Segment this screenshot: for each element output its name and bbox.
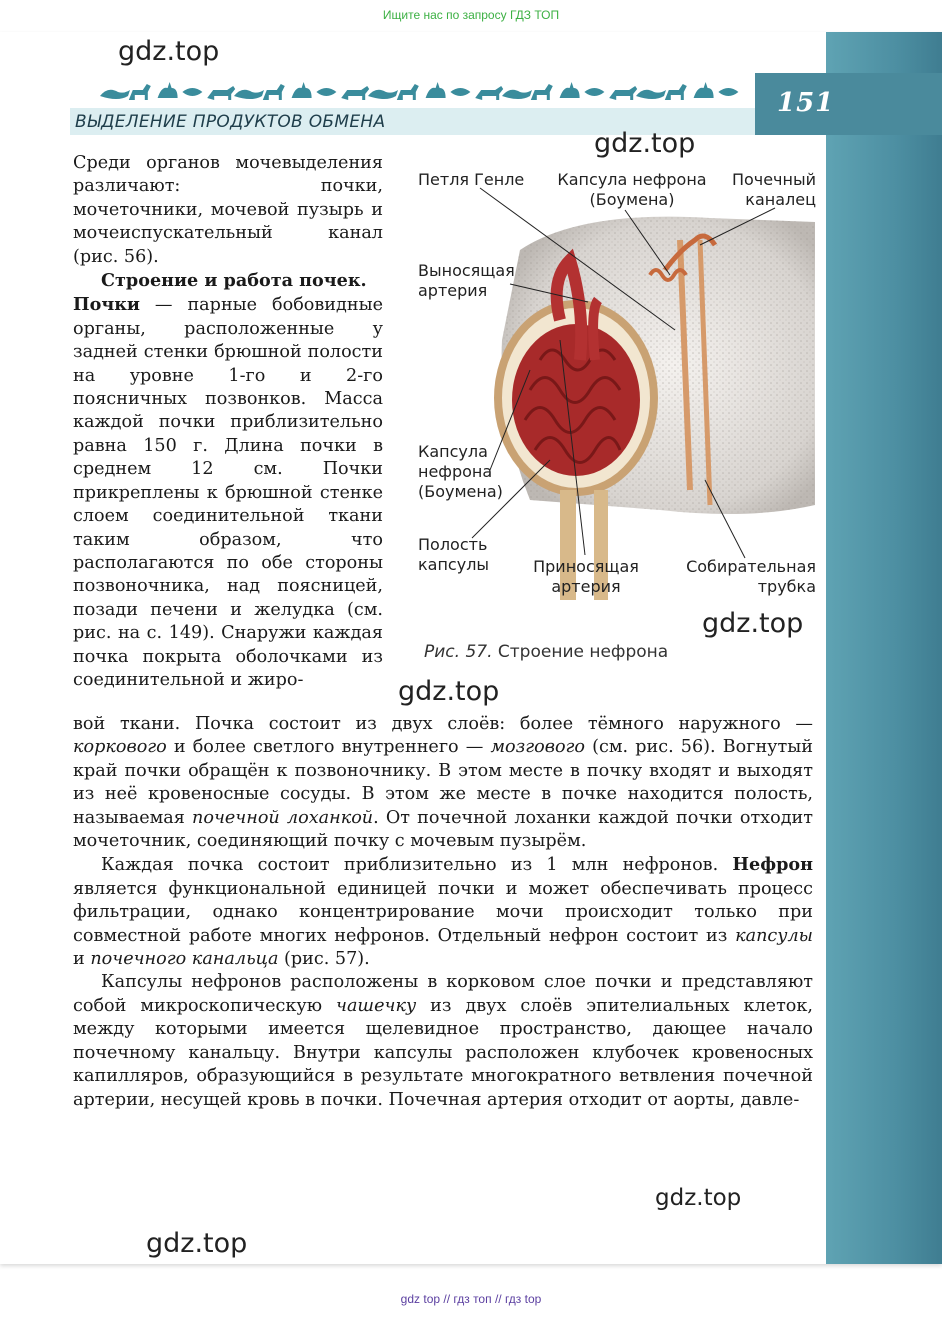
label-line: нефрона bbox=[418, 462, 493, 481]
label-afferent-artery bbox=[526, 557, 646, 597]
section-header: ВЫДЕЛЕНИЕ ПРОДУКТОВ ОБМЕНА bbox=[75, 112, 386, 132]
term: коркового bbox=[73, 737, 167, 758]
term: мозгового bbox=[490, 737, 586, 758]
link-gdz-top-mixed[interactable]: гдз top bbox=[504, 1292, 542, 1306]
animal-silhouette-icon bbox=[609, 86, 637, 100]
animal-silhouette-icon bbox=[502, 90, 532, 99]
term: капсулы bbox=[735, 925, 813, 946]
text: из двух слоёв эпителиальных клеток, между которыми имеется щелевидное пространство, дающее начало почечному канальцу. Внутри капсулы расположен клубочек кровеносных капилляров, образующийся в результате многократного ветвления почечной артерии, несущей кровь в почки. Почечная артерия отходит от аорты, давле- bbox=[73, 995, 813, 1110]
animal-silhouette-icon bbox=[584, 86, 604, 98]
animal-silhouette-icon bbox=[475, 86, 503, 100]
animal-silhouette-icon bbox=[450, 86, 470, 98]
separator: // bbox=[440, 1292, 454, 1306]
label-line: (Боумена) bbox=[418, 482, 503, 501]
text: является функциональной единицей почки и может обеспечивать процесс фильтрации, однако концентрирование мочи происходит только при совместной работе многих нефронов. Отдельный нефрон состоит из bbox=[73, 878, 813, 946]
term: чашечку bbox=[336, 995, 417, 1016]
text: и bbox=[73, 949, 91, 970]
animal-silhouettes-decoration bbox=[100, 80, 745, 104]
subheading: Строение и работа почек. bbox=[101, 270, 367, 292]
animal-silhouette-icon bbox=[665, 84, 687, 100]
animal-silhouette-icon bbox=[341, 86, 369, 100]
page-number: 151 bbox=[777, 88, 835, 118]
animal-silhouette-icon bbox=[636, 90, 666, 99]
animal-silhouette-icon bbox=[263, 84, 285, 100]
animal-silhouette-icon bbox=[129, 84, 151, 100]
top-search-banner[interactable]: Ищите нас по запросу ГДЗ ТОП bbox=[382, 8, 560, 22]
text: Каждая почка состоит приблизительно из 1 млн нефронов. bbox=[101, 855, 733, 876]
main-text bbox=[73, 713, 813, 1112]
label-line: артерия bbox=[551, 577, 621, 596]
label-line: Капсула нефрона bbox=[557, 170, 707, 189]
paragraph bbox=[73, 853, 813, 971]
animal-silhouette-icon bbox=[158, 82, 178, 98]
animal-silhouette-icon bbox=[100, 90, 130, 99]
label-henle-loop: Петля Генле bbox=[418, 170, 525, 189]
label-line: капсулы bbox=[418, 555, 490, 574]
paragraph-text: — парные бобовидные органы, расположенные у задней стенки брюшной полости на уровне 1-го и 2-го поясничных позвонков. Масса каждой почки приблизительно равна 150 г. Длина почки в среднем 12 см. Почки прикреплены к брюшной стенке слоем соединительной ткани таким образом, что располагаются по обе стороны позвоночника, над поясницей, позади печени и желудка (см. рис. на с. 149). Снаружи каждая почка покрыта оболочками из соединительной и жиро- bbox=[73, 295, 383, 690]
label-capsule-left bbox=[418, 442, 503, 502]
arteriole-branch bbox=[593, 300, 598, 360]
watermark: gdz.top bbox=[146, 1228, 248, 1259]
label-collecting-duct bbox=[672, 557, 816, 597]
left-column-text bbox=[73, 152, 383, 692]
watermark: gdz.top bbox=[594, 128, 696, 159]
bottom-links bbox=[0, 1292, 942, 1306]
text: и более светлого внутреннего — bbox=[166, 737, 491, 758]
animal-silhouette-icon bbox=[234, 90, 264, 99]
text: (рис. 57). bbox=[278, 949, 370, 970]
animal-silhouette-icon bbox=[182, 86, 202, 98]
paragraph: Среди органов мочевыделения различают: почки, мочеточники, мочевой пузырь и мочеиспускательный канал (рис. 56). bbox=[73, 153, 383, 267]
label-line: Капсула bbox=[418, 442, 488, 461]
animal-silhouette-icon bbox=[531, 84, 553, 100]
term: почечной лоханкой bbox=[192, 807, 374, 828]
label-efferent-artery bbox=[418, 261, 515, 301]
text: (см. рис. 56). Вогнутый край почки обращён к позвоночнику. В этом месте в почку входят и выходят из неё кровеносные сосуды. В этом же месте в почке находится полость, называемая bbox=[73, 737, 813, 828]
separator: // bbox=[491, 1292, 505, 1306]
label-line: Выносящая bbox=[418, 261, 515, 280]
animal-silhouette-icon bbox=[397, 84, 419, 100]
text: Капсулы нефронов расположены в корковом слое почки и представляют собой микроскопическую bbox=[73, 972, 813, 1016]
term: Почки bbox=[73, 294, 140, 316]
label-line: Почечный bbox=[731, 170, 816, 189]
paragraph bbox=[73, 971, 813, 1111]
label-capsule-cavity bbox=[418, 535, 489, 575]
label-line: Приносящая bbox=[533, 557, 639, 576]
animal-silhouette-icon bbox=[426, 82, 446, 98]
label-line: (Боумена) bbox=[589, 190, 675, 209]
animal-silhouette-icon bbox=[207, 86, 235, 100]
link-gdz-top-ru[interactable]: гдз топ bbox=[453, 1292, 492, 1306]
label-line: Полость bbox=[418, 535, 488, 554]
caption-number: Рис. 57. bbox=[424, 642, 493, 662]
term: Нефрон bbox=[732, 854, 813, 876]
nephron-figure bbox=[410, 160, 822, 610]
animal-silhouette-icon bbox=[292, 82, 312, 98]
watermark: gdz.top bbox=[655, 1185, 742, 1211]
label-line: трубка bbox=[757, 577, 816, 596]
term: почечного канальца bbox=[90, 949, 279, 970]
paragraph bbox=[73, 713, 813, 853]
watermark: gdz.top bbox=[118, 36, 220, 67]
animal-silhouette-icon bbox=[316, 86, 336, 98]
figure-caption bbox=[424, 642, 668, 662]
link-gdz-top[interactable]: gdz top bbox=[400, 1292, 441, 1306]
animal-silhouette-icon bbox=[718, 86, 738, 98]
caption-text: Строение нефрона bbox=[492, 642, 669, 662]
page-edge-band bbox=[826, 32, 942, 1264]
text: . От почечной лоханки каждой почки отходит мочеточник, соединяющий почку с мочевым пузырём. bbox=[73, 807, 813, 852]
label-renal-tubule bbox=[718, 170, 816, 210]
animal-silhouette-icon bbox=[368, 90, 398, 99]
watermark: gdz.top bbox=[702, 608, 804, 639]
text: вой ткани. Почка состоит из двух слоёв: более тёмного наружного — bbox=[73, 714, 813, 734]
paragraph bbox=[73, 269, 383, 692]
label-capsule-top bbox=[552, 170, 712, 210]
watermark: gdz.top bbox=[398, 676, 500, 707]
animal-silhouette-icon bbox=[694, 82, 714, 98]
label-line: артерия bbox=[418, 281, 488, 300]
label-line: Собирательная bbox=[686, 557, 816, 576]
animal-silhouette-icon bbox=[560, 82, 580, 98]
label-line: каналец bbox=[745, 190, 816, 209]
